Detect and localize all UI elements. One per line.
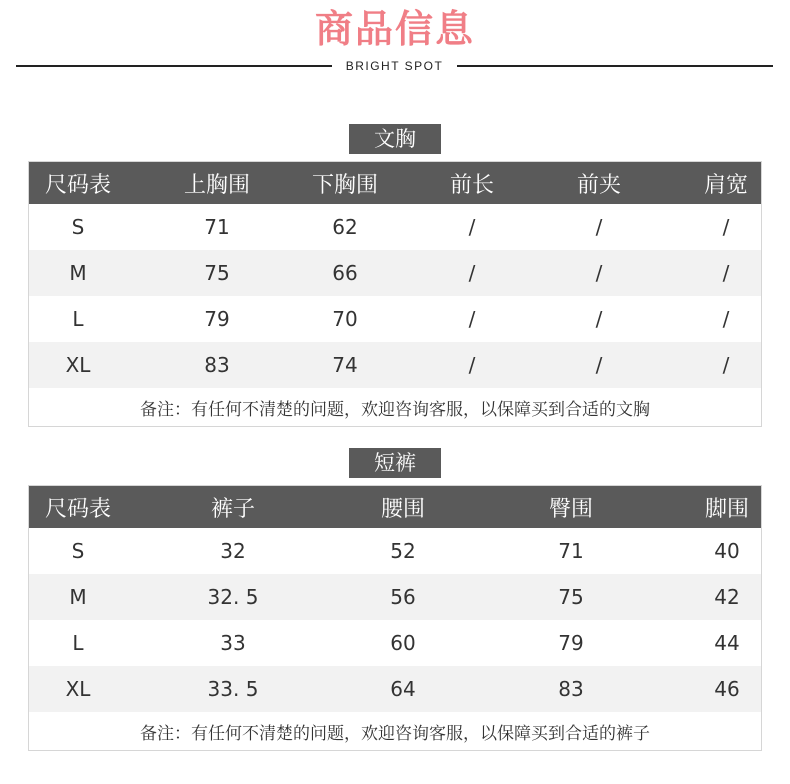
table-cell: / (468, 215, 476, 239)
size-cell: M (69, 261, 87, 285)
table-cell: 32. 5 (207, 585, 259, 609)
bra-section-label: 文胸 (349, 124, 441, 154)
divider-right (457, 65, 773, 67)
table-row (29, 204, 761, 250)
shorts-size-table (28, 485, 762, 751)
table-row (29, 666, 761, 712)
table-row (29, 342, 761, 388)
size-cell: M (69, 585, 87, 609)
page-title: 商品信息 (314, 7, 475, 51)
size-cell: S (71, 539, 85, 563)
table-cell: 71 (204, 215, 230, 239)
table-cell: 83 (558, 677, 584, 701)
table-cell: 44 (714, 631, 740, 655)
table-cell: 32 (220, 539, 246, 563)
table-cell: / (722, 261, 730, 285)
bra-header-row (29, 162, 761, 204)
table-cell: 83 (204, 353, 230, 377)
table-cell: 79 (204, 307, 230, 331)
table-cell: 71 (558, 539, 584, 563)
table-cell: / (468, 261, 476, 285)
column-header: 下胸围 (311, 172, 378, 198)
table-cell: 74 (332, 353, 358, 377)
size-cell: L (72, 631, 84, 655)
column-header: 肩宽 (703, 172, 748, 198)
size-cell: L (72, 307, 84, 331)
table-cell: 33 (220, 631, 246, 655)
column-header: 前长 (449, 172, 494, 198)
column-header: 臀围 (548, 496, 593, 522)
table-row (29, 528, 761, 574)
table-cell: / (468, 307, 476, 331)
size-cell: XL (65, 677, 91, 701)
table-row (29, 620, 761, 666)
column-header: 裤子 (210, 496, 255, 522)
column-header: 尺码表 (44, 172, 111, 198)
table-cell: 79 (558, 631, 584, 655)
table-row (29, 250, 761, 296)
table-cell: 46 (714, 677, 740, 701)
table-row (29, 574, 761, 620)
table-cell: 40 (714, 539, 740, 563)
bra-note: 备注：有任何不清楚的问题，欢迎咨询客服，以保障买到合适的文胸 (29, 388, 761, 426)
table-cell: 64 (390, 677, 416, 701)
table-cell: / (722, 307, 730, 331)
table-cell: 33. 5 (207, 677, 259, 701)
page-subtitle: BRIGHT SPOT (345, 59, 444, 73)
table-cell: / (595, 307, 603, 331)
table-cell: 66 (332, 261, 358, 285)
column-header: 腰围 (380, 496, 425, 522)
bra-size-table (28, 161, 762, 427)
table-cell: 62 (332, 215, 358, 239)
table-cell: / (595, 215, 603, 239)
table-cell: 60 (390, 631, 416, 655)
table-cell: 75 (558, 585, 584, 609)
table-cell: 56 (390, 585, 416, 609)
column-header: 尺码表 (44, 496, 111, 522)
table-cell: 75 (204, 261, 230, 285)
shorts-section-label: 短裤 (349, 448, 441, 478)
shorts-note: 备注：有任何不清楚的问题，欢迎咨询客服，以保障买到合适的裤子 (29, 712, 761, 750)
column-header: 上胸围 (183, 172, 250, 198)
column-header: 前夹 (576, 172, 621, 198)
size-cell: XL (65, 353, 91, 377)
table-cell: / (722, 215, 730, 239)
table-cell: 42 (714, 585, 740, 609)
divider-left (16, 65, 332, 67)
shorts-header-row (29, 486, 761, 528)
table-cell: / (595, 261, 603, 285)
size-cell: S (71, 215, 85, 239)
table-row (29, 296, 761, 342)
table-cell: / (468, 353, 476, 377)
table-cell: / (722, 353, 730, 377)
table-cell: 52 (390, 539, 416, 563)
table-cell: / (595, 353, 603, 377)
column-header: 脚围 (704, 496, 749, 522)
table-cell: 70 (332, 307, 358, 331)
